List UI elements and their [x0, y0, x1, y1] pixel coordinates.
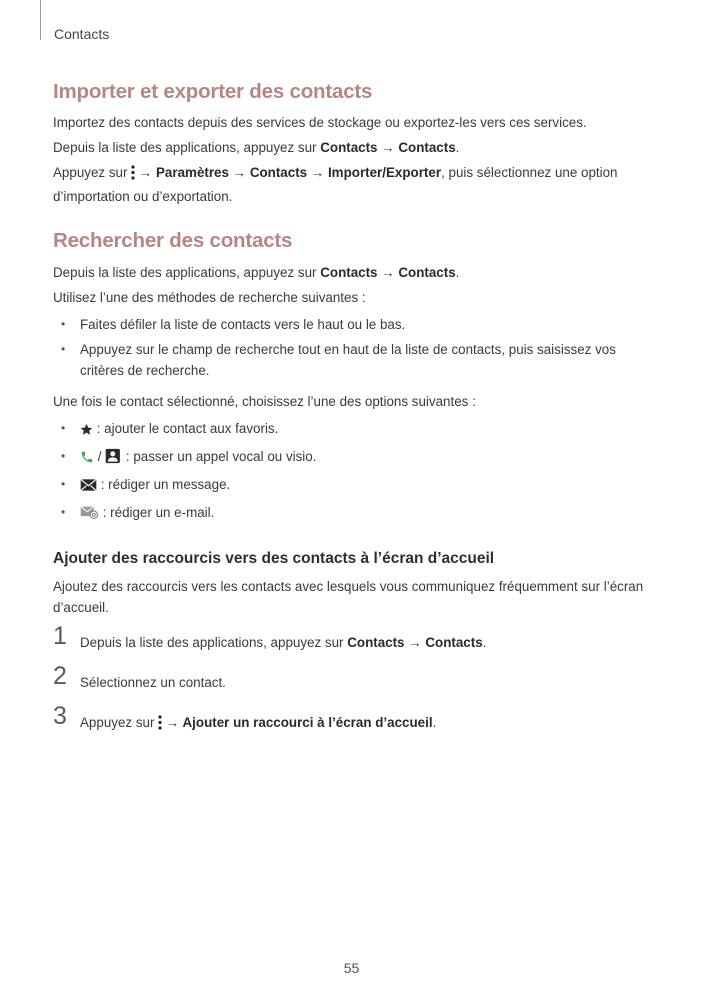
step-number: 1	[53, 622, 67, 650]
paragraph: Utilisez l’une des méthodes de recherche suivantes :	[53, 290, 366, 305]
heading-search-contacts: Rechercher des contacts	[53, 229, 293, 252]
heading-import-export: Importer et exporter des contacts	[53, 80, 373, 103]
paragraph: Depuis la liste des applications, appuyez sur Contacts → Contacts.	[53, 265, 460, 280]
step-item: 3 Appuyez sur → Ajouter un raccourci à l’écran d’accueil.	[53, 712, 653, 736]
contact-options-list	[53, 418, 653, 526]
step-number: 2	[53, 662, 67, 690]
paragraph: Depuis la liste des applications, appuyez sur Contacts → Contacts.	[53, 140, 460, 155]
list-item: • Faites défiler la liste de contacts vers le haut ou le bas.	[61, 317, 406, 332]
page-number: 55	[343, 960, 360, 976]
list-item: • / : passer un appel vocal ou visio.	[53, 446, 653, 470]
paragraph: Une fois le contact sélectionné, choisissez l’une des options suivantes :	[53, 394, 476, 409]
search-methods-list	[53, 314, 653, 381]
star-icon	[80, 421, 93, 442]
step-item: 1 Depuis la liste des applications, appuyez sur Contacts → Contacts.	[53, 622, 487, 650]
paragraph: Importez des contacts depuis des services de stockage ou exportez-les vers ces services.	[53, 115, 587, 130]
steps-list	[53, 622, 653, 736]
email-icon	[80, 505, 99, 526]
list-item: • : rédiger un message.	[53, 474, 653, 498]
step-number: 3	[53, 702, 67, 730]
envelope-icon	[80, 477, 97, 498]
step-item: 2 Sélectionnez un contact.	[53, 662, 226, 690]
video-call-icon	[105, 448, 122, 470]
section-header: Contacts	[54, 26, 110, 42]
heading-shortcuts: Ajouter des raccourcis vers des contacts à l’écran d’accueil	[53, 550, 495, 567]
list-item: • : rédiger un e-mail.	[53, 502, 653, 526]
list-item: • : ajouter le contact aux favoris.	[53, 418, 653, 442]
header-rule	[40, 0, 41, 40]
paragraph: Appuyez sur → Paramètres → Contacts → Importer/Exporter, puis sélectionnez une option d’importation ou d’exportation.	[53, 165, 618, 204]
list-item: • Appuyez sur le champ de recherche tout en haut de la liste de contacts, puis saisissez vos critères de recherche.	[61, 342, 616, 378]
page-content	[53, 80, 653, 755]
paragraph: Ajoutez des raccourcis vers les contacts avec lesquels vous communiquez fréquemment sur l’écran d’accueil.	[53, 579, 644, 615]
phone-icon	[80, 449, 94, 470]
